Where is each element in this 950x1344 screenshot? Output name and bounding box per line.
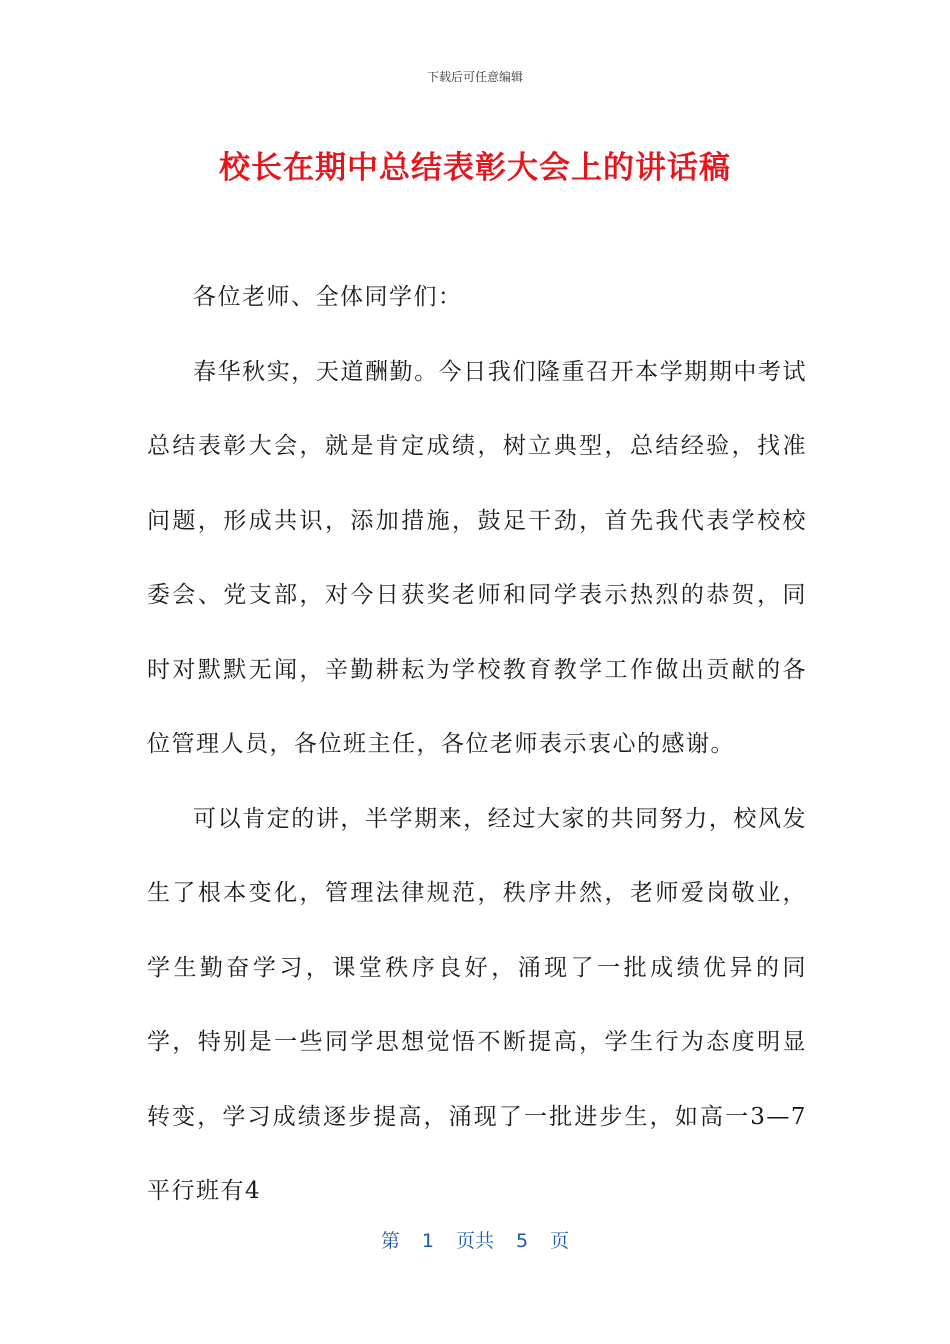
page-footer	[0, 1226, 950, 1253]
paragraph-greeting: 各位老师、全体同学们：	[193, 284, 463, 310]
paragraph-2: 可以肯定的讲，半学期来，经过大家的共同努力，校风发生了根本变化，管理法律规范，秩序井然，老师爱岗敬业，学生勤奋学习，课堂秩序良好，涌现了一批成绩优异的同学，特别是一些同学思想觉悟不断提高，学生行为态度明显转变，学习成绩逐步提高，涌现了一批进步生，如高一3—7平行班有4	[147, 805, 807, 1204]
document-title: 校长在期中总结表彰大会上的讲话稿	[219, 150, 731, 186]
page-prefix: 第	[380, 1230, 400, 1252]
page-mid: 页共	[455, 1230, 494, 1252]
header-note: 下载后可任意编辑	[426, 70, 523, 84]
total-pages: 5	[516, 1230, 529, 1252]
document-body	[147, 260, 807, 1229]
paragraph-1: 春华秋实，天道酬勤。今日我们隆重召开本学期期中考试总结表彰大会，就是肯定成绩，树立典型，总结经验，找准问题，形成共识，添加措施，鼓足干劲，首先我代表学校校委会、党支部，对今日获奖老师和同学表示热烈的恭贺，同时对默默无闻，辛勤耕耘为学校教育教学工作做出贡献的各位管理人员，各位班主任，各位老师表示衷心的感谢。	[147, 358, 807, 757]
page-suffix: 页	[550, 1230, 570, 1252]
page-number: 1	[421, 1230, 434, 1252]
